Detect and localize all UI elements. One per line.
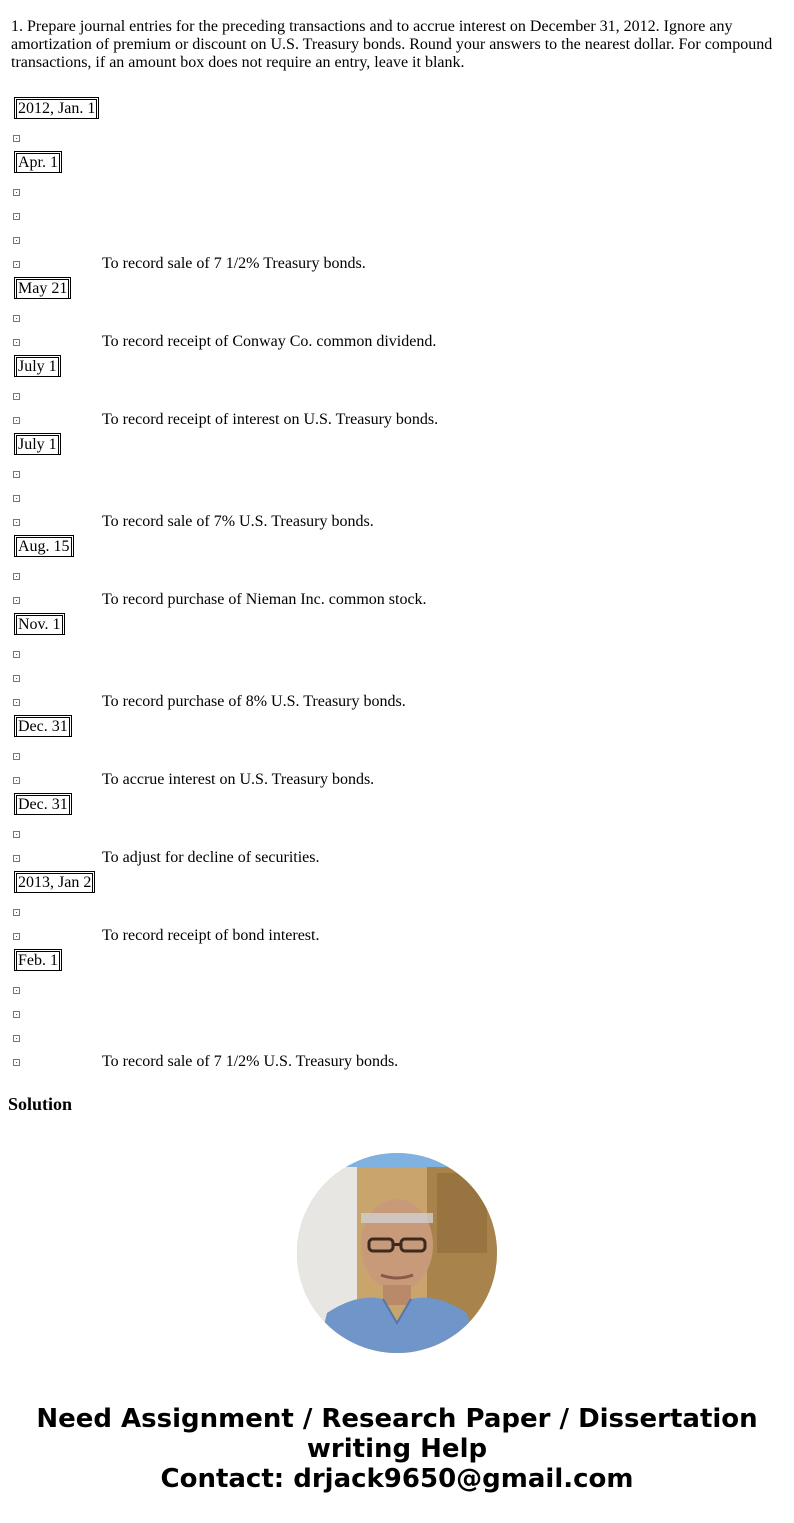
entry-line bbox=[0, 905, 794, 923]
entry-date-label: 2012, Jan. 1 bbox=[18, 100, 96, 117]
entry-line bbox=[0, 695, 794, 713]
author-avatar bbox=[297, 1153, 497, 1353]
entry-date-label: July 1 bbox=[18, 436, 57, 453]
broken-image-icon bbox=[13, 213, 20, 220]
solution-heading: Solution bbox=[8, 1094, 73, 1114]
entry-date-label: Dec. 31 bbox=[18, 796, 68, 813]
promo-line-2: writing Help bbox=[306, 1434, 488, 1464]
entry-date bbox=[14, 613, 65, 635]
broken-image-icon bbox=[13, 189, 20, 196]
broken-image-icon bbox=[13, 753, 20, 760]
entry-line bbox=[0, 827, 794, 845]
entry-line bbox=[0, 257, 794, 275]
entry-line bbox=[0, 413, 794, 431]
entry-line bbox=[0, 569, 794, 587]
entry-line bbox=[0, 233, 794, 251]
entry-line bbox=[0, 491, 794, 509]
entry-line bbox=[0, 467, 794, 485]
broken-image-icon bbox=[13, 471, 20, 478]
broken-image-icon bbox=[13, 417, 20, 424]
broken-image-icon bbox=[13, 675, 20, 682]
question-text: 1. Prepare journal entries for the preceding transactions and to accrue interest on December 31, 2012. Ignore any amortization of premium or discount on U.S. Treasury bonds. Round your answers to the nearest dollar. For compound transactions, if an amount box does not require an entry, leave it blank. bbox=[11, 18, 773, 71]
broken-image-icon bbox=[13, 339, 20, 346]
entry-line bbox=[0, 1055, 794, 1073]
broken-image-icon bbox=[13, 135, 20, 142]
promo-line-1: Need Assignment / Research Paper / Dissertation bbox=[36, 1404, 758, 1434]
entry-date bbox=[14, 277, 71, 299]
entry-date-label: Feb. 1 bbox=[18, 952, 58, 969]
entry-date bbox=[14, 793, 72, 815]
entry-description: To record receipt of interest on U.S. Treasury bonds. bbox=[102, 411, 439, 428]
entry-date-label: Dec. 31 bbox=[18, 718, 68, 735]
broken-image-icon bbox=[13, 831, 20, 838]
entry-description: To record sale of 7 1/2% Treasury bonds. bbox=[102, 255, 366, 272]
entry-line bbox=[0, 515, 794, 533]
entry-description: To record sale of 7 1/2% U.S. Treasury bonds. bbox=[102, 1053, 399, 1070]
entry-description: To adjust for decline of securities. bbox=[102, 849, 320, 866]
broken-image-icon bbox=[13, 699, 20, 706]
entry-description: To record receipt of Conway Co. common dividend. bbox=[102, 333, 437, 350]
broken-image-icon bbox=[13, 777, 20, 784]
broken-image-icon bbox=[13, 315, 20, 322]
entry-line bbox=[0, 1031, 794, 1049]
entry-date-label: 2013, Jan 2 bbox=[18, 874, 92, 891]
entry-description: To accrue interest on U.S. Treasury bonds. bbox=[102, 771, 375, 788]
entry-line bbox=[0, 131, 794, 149]
broken-image-icon bbox=[13, 1011, 20, 1018]
entry-date bbox=[14, 151, 62, 173]
entry-line bbox=[0, 209, 794, 227]
entry-line bbox=[0, 773, 794, 791]
entry-line bbox=[0, 647, 794, 665]
entry-line bbox=[0, 185, 794, 203]
entry-date bbox=[14, 535, 74, 557]
entry-line bbox=[0, 335, 794, 353]
entry-description: To record purchase of 8% U.S. Treasury bonds. bbox=[102, 693, 406, 710]
entry-line bbox=[0, 929, 794, 947]
entry-line bbox=[0, 593, 794, 611]
broken-image-icon bbox=[13, 987, 20, 994]
entry-line bbox=[0, 671, 794, 689]
entry-line bbox=[0, 983, 794, 1001]
entry-date-label: May 21 bbox=[18, 280, 68, 297]
entry-date bbox=[14, 715, 72, 737]
entry-date-label: July 1 bbox=[18, 358, 57, 375]
broken-image-icon bbox=[13, 1035, 20, 1042]
broken-image-icon bbox=[13, 495, 20, 502]
entry-date bbox=[14, 433, 61, 455]
entry-date bbox=[14, 97, 99, 119]
broken-image-icon bbox=[13, 651, 20, 658]
entry-description: To record receipt of bond interest. bbox=[102, 927, 320, 944]
broken-image-icon bbox=[13, 519, 20, 526]
portrait-image bbox=[297, 1153, 497, 1353]
broken-image-icon bbox=[13, 597, 20, 604]
entry-date bbox=[14, 949, 62, 971]
broken-image-icon bbox=[13, 573, 20, 580]
promo-banner bbox=[0, 1404, 794, 1494]
entry-date bbox=[14, 355, 61, 377]
broken-image-icon bbox=[13, 261, 20, 268]
entry-description: To record purchase of Nieman Inc. common stock. bbox=[102, 591, 427, 608]
broken-image-icon bbox=[13, 393, 20, 400]
entry-date-label: Nov. 1 bbox=[18, 616, 61, 633]
entry-date-label: Aug. 15 bbox=[18, 538, 70, 555]
entry-line bbox=[0, 749, 794, 767]
entry-date bbox=[14, 871, 95, 893]
broken-image-icon bbox=[13, 855, 20, 862]
entry-line bbox=[0, 1007, 794, 1025]
broken-image-icon bbox=[13, 909, 20, 916]
entry-line bbox=[0, 311, 794, 329]
entry-description: To record sale of 7% U.S. Treasury bonds. bbox=[102, 513, 374, 530]
entry-line bbox=[0, 389, 794, 407]
entry-line bbox=[0, 851, 794, 869]
entry-date-label: Apr. 1 bbox=[18, 154, 58, 171]
promo-line-3: Contact: drjack9650@gmail.com bbox=[160, 1464, 634, 1494]
broken-image-icon bbox=[13, 1059, 20, 1066]
broken-image-icon bbox=[13, 237, 20, 244]
broken-image-icon bbox=[13, 933, 20, 940]
